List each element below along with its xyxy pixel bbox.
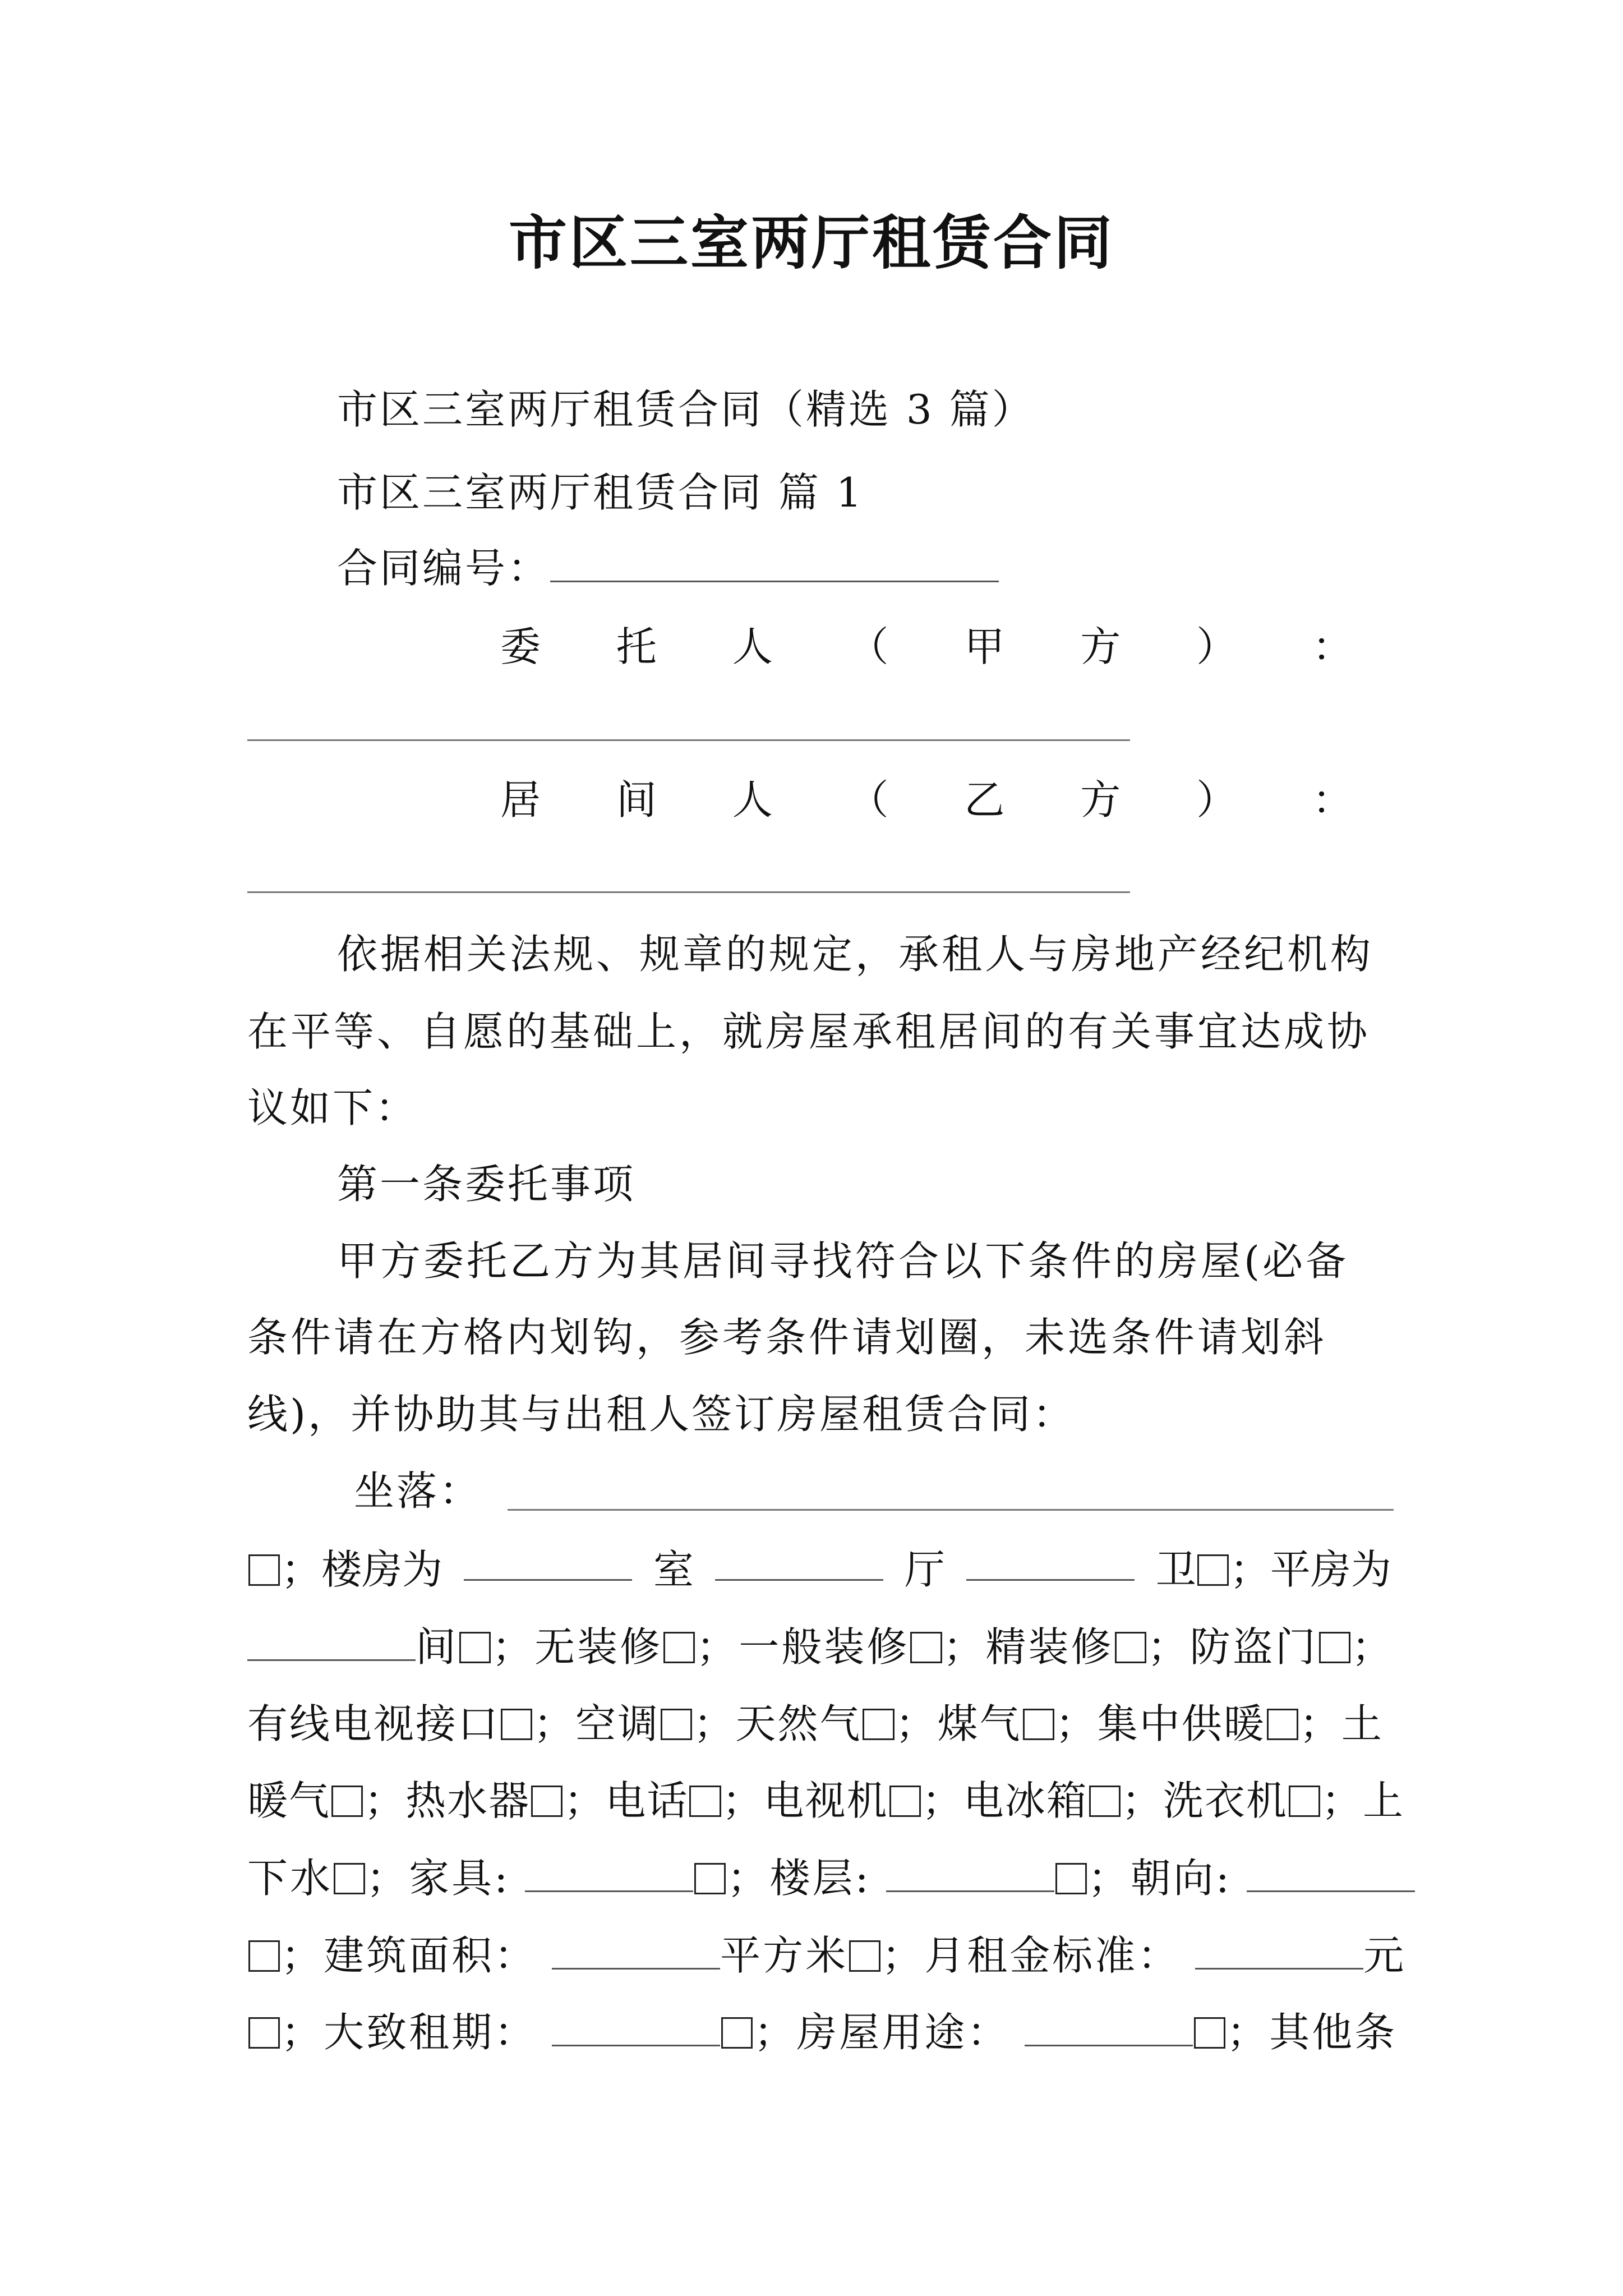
checkbox-coal-gas[interactable] — [1023, 1709, 1054, 1740]
article-1-line-3: 线)，并协助其与出租人签订房屋租赁合同： — [247, 1391, 1076, 1438]
form-line-5: 暖气 ；热水器 ；电话 ；电视机 ；电冰箱 ；洗衣机 ；上 — [247, 1777, 1405, 1824]
checkbox-rent[interactable] — [248, 2017, 280, 2049]
intro-line-1: 依据相关法规、规章的规定，承租人与房地产经纪机构 — [337, 931, 1374, 978]
checkbox-lease-term[interactable] — [721, 2017, 753, 2049]
party-a-label: 委 托 人 （ 甲 方 ） ： — [500, 623, 1353, 670]
orientation-field[interactable] — [1247, 1854, 1415, 1892]
form-line-4: 有线电视接口 ；空调 ；天然气 ；煤气 ；集中供暖 ；土 — [247, 1700, 1384, 1747]
checkbox-water-heater[interactable] — [531, 1786, 562, 1817]
checkbox-central-heating[interactable] — [1267, 1709, 1298, 1740]
checkbox-orientation[interactable] — [248, 1940, 280, 1972]
contract-number-label: 合同编号： — [337, 545, 551, 592]
area-field[interactable] — [552, 1931, 720, 1970]
form-line-7: ；建筑面积： 平方米 ；月租金标准： 元 — [247, 1929, 1406, 1982]
checkbox-fine-decoration[interactable] — [1115, 1632, 1146, 1663]
article-1-line-2: 条件请在方格内划钩，参考条件请划圈，未选条件请划斜 — [247, 1314, 1327, 1361]
checkbox-security-door[interactable] — [1319, 1632, 1350, 1663]
party-b-label: 居 间 人 （ 乙 方 ） ： — [500, 776, 1353, 823]
checkbox-washing-machine[interactable] — [1289, 1786, 1320, 1817]
checkbox-basic-decoration[interactable] — [910, 1632, 942, 1663]
furniture-field[interactable] — [525, 1854, 693, 1892]
article-1-title: 第一条委托事项 — [337, 1161, 636, 1208]
checkbox-usage[interactable] — [1194, 2017, 1225, 2049]
checkbox-local-heating[interactable] — [331, 1786, 363, 1817]
location-label: 坐落： — [354, 1467, 482, 1515]
contract-number-field[interactable] — [550, 544, 999, 582]
party-a-field[interactable] — [247, 739, 1130, 741]
checkbox-telephone[interactable] — [689, 1786, 721, 1817]
checkbox-refrigerator[interactable] — [1089, 1786, 1121, 1817]
subtitle: 市区三室两厅租赁合同（精选 3 篇） — [337, 386, 1035, 433]
usage-field[interactable] — [1025, 2008, 1193, 2046]
location-field[interactable] — [508, 1509, 1394, 1511]
checkbox-building[interactable] — [1197, 1554, 1229, 1586]
intro-line-2: 在平等、自愿的基础上，就房屋承租居间的有关事宜达成协 — [247, 1008, 1371, 1055]
form-line-2: ；楼房为 室 厅 卫 ；平房为 — [247, 1543, 1391, 1596]
halls-field[interactable] — [715, 1543, 883, 1581]
checkbox-furniture[interactable] — [694, 1863, 726, 1894]
monthly-rent-field[interactable] — [1195, 1931, 1363, 1970]
checkbox-floor[interactable] — [1055, 1863, 1087, 1894]
document-title: 市区三室两厅租赁合同 — [508, 208, 1114, 277]
party-b-field[interactable] — [247, 891, 1130, 893]
checkbox-television[interactable] — [889, 1786, 921, 1817]
checkbox-no-decoration[interactable] — [663, 1632, 695, 1663]
checkbox-location[interactable] — [248, 1554, 280, 1586]
checkbox-cable-tv[interactable] — [501, 1709, 532, 1740]
checkbox-area[interactable] — [849, 1940, 880, 1972]
section-title: 市区三室两厅租赁合同 篇 1 — [337, 469, 864, 516]
checkbox-natural-gas[interactable] — [863, 1709, 894, 1740]
form-line-3: 间 ；无装修 ；一般装修 ；精装修 ；防盗门 ； — [247, 1620, 1394, 1674]
checkbox-bungalow[interactable] — [459, 1632, 491, 1663]
baths-field[interactable] — [966, 1543, 1135, 1581]
location-row — [354, 1464, 482, 1518]
checkbox-water-supply[interactable] — [334, 1863, 365, 1894]
rooms-field[interactable] — [464, 1543, 632, 1581]
form-line-8: ；大致租期： ；房屋用途： ；其他条 — [247, 2005, 1397, 2059]
floor-field[interactable] — [886, 1854, 1054, 1892]
intro-line-3: 议如下： — [247, 1084, 418, 1131]
article-1-line-1: 甲方委托乙方为其居间寻找符合以下条件的房屋(必备 — [337, 1237, 1349, 1285]
lease-term-field[interactable] — [552, 2008, 720, 2046]
form-line-6: 下水 ；家具: ；楼层: ；朝向: — [247, 1851, 1415, 1905]
contract-number-row — [337, 541, 999, 595]
checkbox-air-conditioner[interactable] — [661, 1709, 692, 1740]
bungalow-rooms-field[interactable] — [247, 1623, 416, 1661]
